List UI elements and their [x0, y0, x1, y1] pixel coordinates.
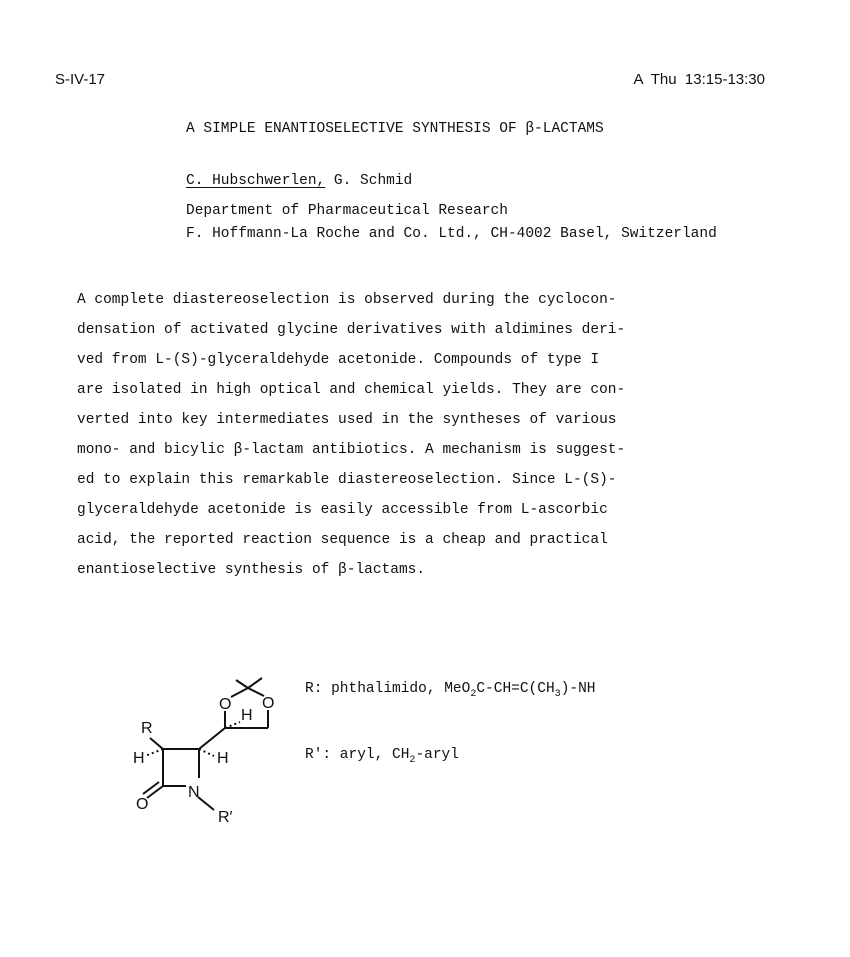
- label-o: O: [262, 695, 275, 712]
- affiliation-department: Department of Pharmaceutical Research: [186, 203, 508, 219]
- r-prime-definition: [305, 747, 459, 766]
- abstract-line: mono- and bicylic β-lactam antibiotics. A mechanism is suggest-: [77, 442, 626, 458]
- subscript: 2: [470, 688, 477, 700]
- label-n: N: [188, 784, 200, 801]
- abstract-line: verted into key intermediates used in the syntheses of various: [77, 412, 617, 428]
- structure-bonds: [143, 678, 268, 810]
- paper-title: A SIMPLE ENANTIOSELECTIVE SYNTHESIS OF β-LACTAMS: [186, 121, 604, 137]
- r-def-text: R: phthalimido, MeO: [305, 681, 471, 697]
- session-code: S-IV-17: [55, 71, 106, 88]
- abstract-line: A complete diastereoselection is observed during the cyclocon-: [77, 292, 617, 308]
- subscript: 3: [554, 688, 561, 700]
- abstract-line: are isolated in high optical and chemical yields. They are con-: [77, 382, 626, 398]
- label-o: O: [219, 696, 232, 713]
- label-r: R: [141, 720, 153, 737]
- session-time: A Thu 13:15-13:30: [633, 71, 765, 88]
- r-def-text: C-CH=C(CH: [476, 681, 555, 697]
- abstract-line: glyceraldehyde acetonide is easily accessible from L-ascorbic: [77, 502, 608, 518]
- affiliation-company: F. Hoffmann-La Roche and Co. Ltd., CH-4002 Basel, Switzerland: [186, 226, 717, 242]
- label-h: H: [217, 750, 229, 767]
- label-h: H: [241, 707, 253, 724]
- abstract-line: ved from L-(S)-glyceraldehyde acetonide. Compounds of type I: [77, 352, 600, 368]
- r-prime-def-text: -aryl: [415, 747, 459, 763]
- presenting-author: C. Hubschwerlen,: [186, 173, 326, 189]
- abstract-line: acid, the reported reaction sequence is a cheap and practical: [77, 532, 608, 548]
- r-definition: [305, 681, 596, 700]
- co-authors: G. Schmid: [325, 173, 413, 189]
- label-h: H: [133, 750, 145, 767]
- label-r-prime: R′: [218, 809, 233, 826]
- subscript: 2: [409, 754, 416, 766]
- abstract-line: ed to explain this remarkable diastereoselection. Since L-(S)-: [77, 472, 617, 488]
- abstract-line: enantioselective synthesis of β-lactams.: [77, 562, 426, 578]
- r-prime-def-text: R': aryl, CH: [305, 747, 410, 763]
- abstract-line: densation of activated glycine derivatives with aldimines deri-: [77, 322, 626, 338]
- r-def-text: )-NH: [560, 681, 596, 697]
- label-o: O: [136, 796, 149, 813]
